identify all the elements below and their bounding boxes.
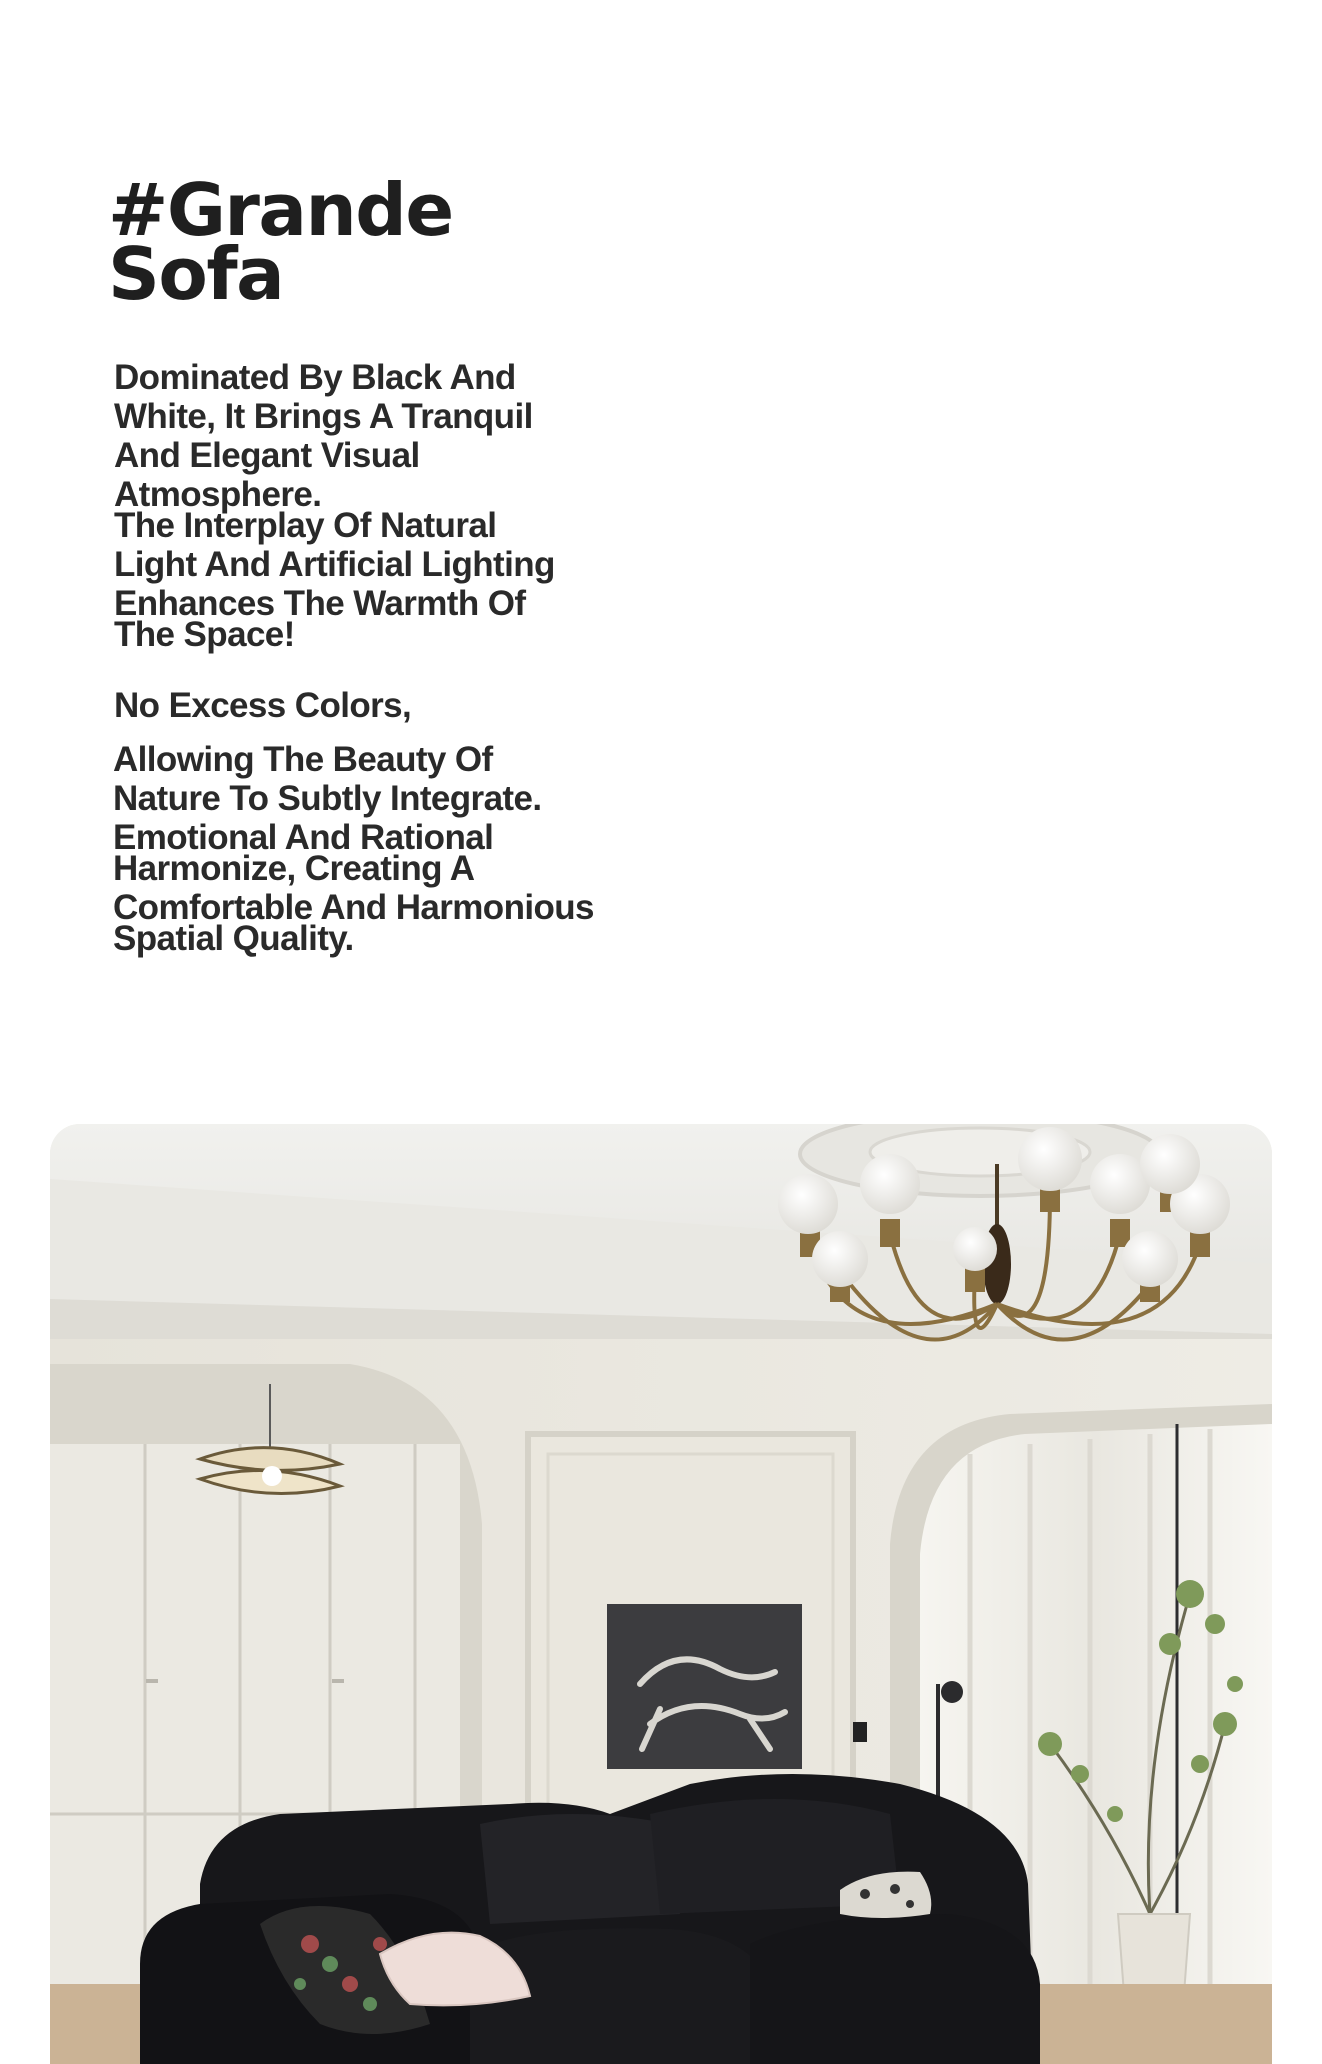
intro-line: The Interplay Of Natural	[114, 506, 497, 545]
living-room-illustration	[50, 1124, 1272, 2064]
body-line: Nature To Subtly Integrate.	[113, 779, 542, 818]
page-title	[108, 168, 588, 316]
intro-line: White, It Brings A Tranquil	[114, 397, 533, 436]
intro-line: And Elegant Visual	[114, 436, 420, 475]
body-line: Emotional And Rational	[113, 818, 494, 857]
body-line: Spatial Quality.	[113, 919, 354, 958]
title-line-1: #Grande	[108, 168, 453, 252]
body-line: Harmonize, Creating A	[113, 849, 475, 888]
intro-line: Light And Artificial Lighting	[114, 545, 555, 584]
intro-line: Dominated By Black And	[114, 358, 516, 397]
body-line: Allowing The Beauty Of	[113, 740, 493, 779]
wall-outlet	[853, 1722, 867, 1742]
intro-line: The Space!	[114, 615, 295, 654]
intro-line: Enhances The Warmth Of	[114, 584, 526, 623]
body-paragraph	[113, 740, 594, 958]
title-line-2: Sofa	[108, 232, 284, 316]
floor-lamp	[941, 1681, 963, 1703]
body-line: Comfortable And Harmonious	[113, 888, 594, 927]
living-room-photo	[50, 1124, 1272, 2064]
intro-paragraph	[114, 358, 555, 654]
subheading: No Excess Colors,	[114, 686, 412, 725]
intro-line: Atmosphere.	[114, 475, 322, 514]
horse-artwork	[607, 1604, 802, 1769]
